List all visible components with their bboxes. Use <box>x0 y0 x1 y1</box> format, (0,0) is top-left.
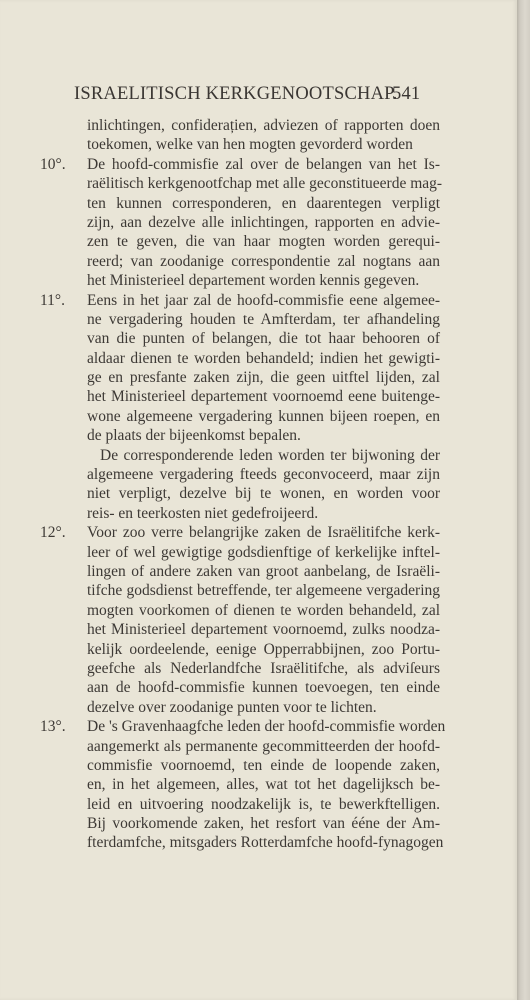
text-line <box>40 232 440 251</box>
text-line <box>40 252 440 271</box>
page-number: 541 <box>392 84 421 104</box>
text-line <box>40 349 440 368</box>
line-text: wone algemeene vergadering kunnen bijeen roepen, en <box>87 407 440 425</box>
text-line <box>40 387 440 406</box>
line-text: het Ministerieel departement voornoemd, zulks noodza- <box>87 621 440 639</box>
line-text: Eens in het jaar zal de hoofd-commisfie eene algemee- <box>87 291 440 309</box>
line-text: De corresponderende leden worden ter bijwoning der <box>100 446 440 464</box>
line-text: inlichtingen, confiderațien, adviezen of rapporten doen <box>87 117 440 134</box>
line-text: De 's Gravenhaagfche leden der hoofd-commisfie worden <box>87 718 446 736</box>
line-text: het Ministerieel departement worden kennis gegeven. <box>87 272 420 290</box>
line-text: lingen of andere zaken van groot aanbelang, de Israëli- <box>87 562 440 580</box>
line-text: geefche als Nederlandfche Israëlitifche, als adviſeurs <box>87 659 440 677</box>
text-line <box>40 504 440 523</box>
line-text: Voor zoo verre belangrijke zaken de Israëlitifche kerk- <box>87 524 440 542</box>
article-number: 11°. <box>40 291 65 309</box>
text-line <box>40 174 443 193</box>
line-text: fterdamfche, mitsgaders Rotterdamfche hoofd-fynagogen <box>87 834 444 852</box>
line-text: aangemerkt als permanente gecommitteerden der hoofd- <box>87 737 440 755</box>
line-text: ten kunnen corresponderen, en daarentegen verpligt <box>87 194 440 212</box>
text-line <box>40 135 440 154</box>
text-line <box>40 426 440 445</box>
line-text: het Ministerieel departement voornoemd eene buitenge- <box>87 388 440 406</box>
text-line <box>40 291 440 310</box>
text-line <box>40 213 440 232</box>
text-line <box>40 717 446 736</box>
text-line <box>40 407 440 426</box>
line-text: kelijk oordeelende, eenige Opperrabbijnen, zoo Portu- <box>87 640 440 658</box>
line-text: van die punten of belangen, die tot haar behooren of <box>87 330 440 348</box>
text-line <box>40 775 440 794</box>
text-line <box>40 523 440 542</box>
text-line <box>40 756 440 775</box>
line-text: zen te geven, die van haar mogten worden gerequi- <box>87 233 440 251</box>
running-header <box>74 84 420 105</box>
article-number: 12°. <box>40 524 66 542</box>
line-text: en, in het algemeen, alles, wat tot het dagelijksch be- <box>87 776 440 794</box>
header-title: ISRAELITISCH KERKGENOOTSCHAP. <box>74 84 398 104</box>
text-line <box>40 465 440 484</box>
text-line <box>40 310 440 329</box>
line-text: De hoofd-commisfie zal over de belangen van het Is- <box>87 155 440 173</box>
line-text: raëlitisch kerkgenootfchap met alle geconstitueerde mag- <box>87 175 443 193</box>
text-line <box>40 833 444 852</box>
page-edge <box>517 0 530 1000</box>
line-text: Bij voorkomende zaken, het resfort van ééne der Am- <box>87 815 440 833</box>
article-number: 10°. <box>40 155 66 173</box>
text-line <box>40 446 440 465</box>
text-line <box>40 484 440 503</box>
line-text: leid en uitvoering noodzakelijk is, te bewerkftelligen. <box>87 795 440 813</box>
text-line <box>40 620 440 639</box>
text-line <box>40 329 440 348</box>
text-line <box>40 581 440 600</box>
text-line <box>40 640 440 659</box>
text-line <box>40 601 440 620</box>
line-text: commisfie voornoemd, ten einde de loopende zaken, <box>87 756 440 774</box>
line-text: aldaar dienen te worden behandeld; indien het gewigti- <box>87 349 440 367</box>
text-line <box>40 795 440 814</box>
line-text: reis- en teerkosten niet gedefroijeerd. <box>87 504 319 522</box>
line-text: dezelve over zoodanige punten voor te lichten. <box>87 698 377 716</box>
text-line <box>40 271 440 290</box>
line-text: ne vergadering houden te Amfterdam, ter afhandeling <box>87 310 440 328</box>
text-line <box>40 698 440 717</box>
line-text: zijn, aan dezelve alle inlichtingen, rapporten en advie- <box>87 213 440 231</box>
line-text: de plaats der bijeenkomst bepalen. <box>87 427 301 445</box>
line-text: aan de hoofd-commisfie kunnen toevoegen, ten einde <box>87 679 440 697</box>
line-text: mogten voorkomen of dienen te worden behandeld, zal <box>87 601 440 619</box>
line-text: ge en presfante zaken zijn, die geen uitftel lijden, zal <box>87 369 440 387</box>
body-text <box>40 116 446 853</box>
text-line <box>40 678 440 697</box>
line-text: algemeene vergadering fteeds geconvoceerd, maar zijn <box>87 466 440 484</box>
text-line <box>40 737 440 756</box>
article-number: 13°. <box>40 718 66 736</box>
text-line <box>40 368 440 387</box>
text-line <box>40 116 440 135</box>
line-text: reerd; van zoodanige correspondentie zal nogtans aan <box>87 252 440 270</box>
text-line <box>40 543 440 562</box>
text-line <box>40 194 440 213</box>
line-text: leer of wel gewigtige godsdienftige of kerkelijke inftel- <box>87 543 440 561</box>
text-line <box>40 659 440 678</box>
text-line <box>40 562 440 581</box>
line-text: tifche godsdienst betreffende, ter algemeene vergadering <box>87 582 440 600</box>
text-line <box>40 814 440 833</box>
line-text: niet verpligt, dezelve bij te wonen, en worden voor <box>87 485 440 503</box>
text-line <box>40 155 440 174</box>
line-text: toekomen, welke van hen mogten gevorderd worden <box>87 136 413 154</box>
